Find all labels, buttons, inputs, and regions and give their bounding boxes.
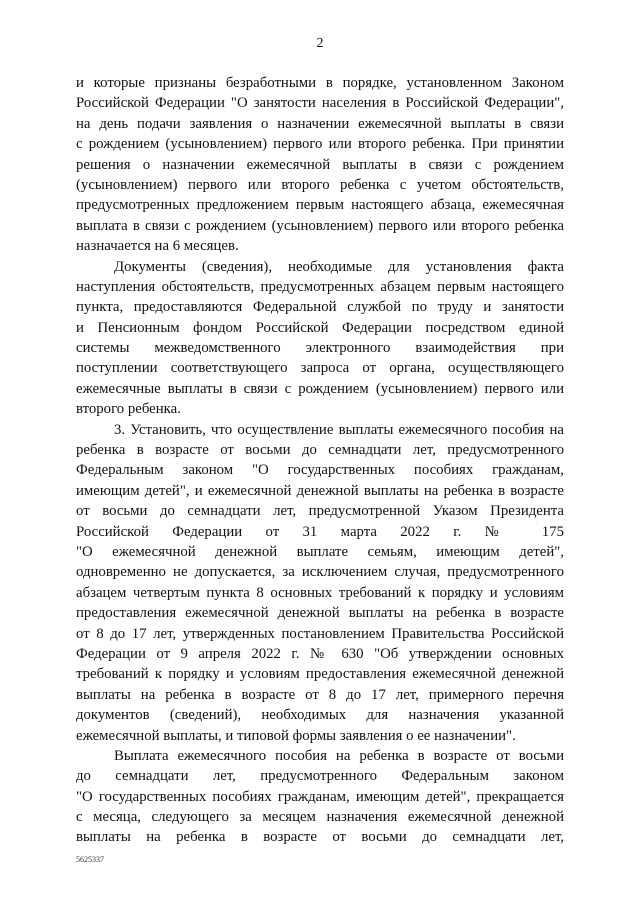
- text-line: ребенка в возрасте от восьми до семнадцати лет, предусмотренного: [76, 442, 564, 459]
- text-line: наступления обстоятельств, предусмотренных абзацем первым настоящего: [76, 278, 564, 295]
- text-line: имеющим детей", и ежемесячной денежной выплаты на ребенка в возрасте: [76, 482, 564, 499]
- paragraph-first-line: Документы (сведения), необходимые для установления факта: [114, 258, 564, 275]
- text-line: до семнадцати лет, предусмотренного Федеральным законом: [76, 768, 564, 785]
- text-line: и которые признаны безработными в порядке, установленном Законом: [76, 75, 564, 91]
- text-line: (усыновлением) первого или второго ребенка с учетом обстоятельств,: [76, 176, 564, 193]
- text-line: ежемесячной выплаты, и типовой формы заявления о ее назначении".: [76, 727, 516, 744]
- text-line: документов (сведений), необходимых для назначения указанной: [76, 707, 564, 724]
- text-line: Федерации от 9 апреля 2022 г. № 630 "Об утверждении основных: [76, 645, 564, 662]
- text-line: Российской Федерации от 31 марта 2022 г. № 175: [76, 523, 564, 540]
- text-line: Российской Федерации "О занятости населения в Российской Федерации",: [76, 95, 564, 112]
- text-line: предоставления ежемесячной денежной выплаты на ребенка в возрасте: [76, 605, 564, 622]
- text-line: от 8 до 17 лет, утвержденных постановлением Правительства Российской: [76, 625, 564, 642]
- text-line: Федеральным законом "О государственных пособиях гражданам,: [76, 462, 564, 479]
- text-line: пункта, предоставляются Федеральной службой по труду и занятости: [76, 299, 564, 316]
- text-line: с рождением (усыновлением) первого или второго ребенка. При принятии: [76, 136, 564, 153]
- text-line: поступлении соответствующего запроса от органа, осуществляющего: [76, 360, 564, 377]
- text-line: "О государственных пособиях гражданам, имеющим детей", прекращается: [76, 788, 564, 805]
- text-line: ежемесячные выплаты в связи с рождением (усыновлением) первого или: [76, 380, 564, 397]
- text-line: решения о назначении ежемесячной выплаты в связи с рождением: [76, 156, 564, 173]
- text-line: и Пенсионным фондом Российской Федерации посредством единой: [76, 319, 564, 336]
- text-line: абзацем четвертым пункта 8 основных требований к порядку и условиям: [76, 584, 564, 601]
- paragraph-first-line: Выплата ежемесячного пособия на ребенка в возрасте от восьми: [114, 747, 564, 764]
- text-line: выплаты на ребенка в возрасте от восьми до семнадцати лет,: [76, 829, 564, 846]
- paragraph-first-line: 3. Установить, что осуществление выплаты ежемесячного пособия на: [114, 421, 564, 438]
- page-number: 2: [316, 36, 324, 51]
- text-line: назначается на 6 месяцев.: [76, 238, 239, 255]
- text-line: от восьми до семнадцати лет, предусмотренной Указом Президента: [76, 503, 564, 520]
- text-line: с месяца, следующего за месяцем назначения ежемесячной денежной: [76, 809, 564, 826]
- text-line: системы межведомственного электронного взаимодействия при: [76, 340, 564, 357]
- text-line: выплата в связи с рождением (усыновлением) первого или второго ребенка: [76, 217, 564, 234]
- document-body: [76, 73, 564, 848]
- text-line: выплаты на ребенка в возрасте от 8 до 17 лет, примерного перечня: [76, 686, 564, 703]
- document-code: 5625337: [76, 855, 104, 864]
- text-line: одновременно не допускается, за исключением случая, предусмотренного: [76, 564, 564, 581]
- text-line: на день подачи заявления о назначении ежемесячной выплаты в связи: [76, 115, 564, 132]
- text-line: предусмотренных предложением первым настоящего абзаца, ежемесячная: [76, 197, 564, 214]
- text-line: второго ребенка.: [76, 401, 181, 418]
- text-line: требований к порядку и условиям предоставления ежемесячной денежной: [76, 666, 564, 683]
- text-line: "О ежемесячной денежной выплате семьям, имеющим детей",: [76, 543, 564, 560]
